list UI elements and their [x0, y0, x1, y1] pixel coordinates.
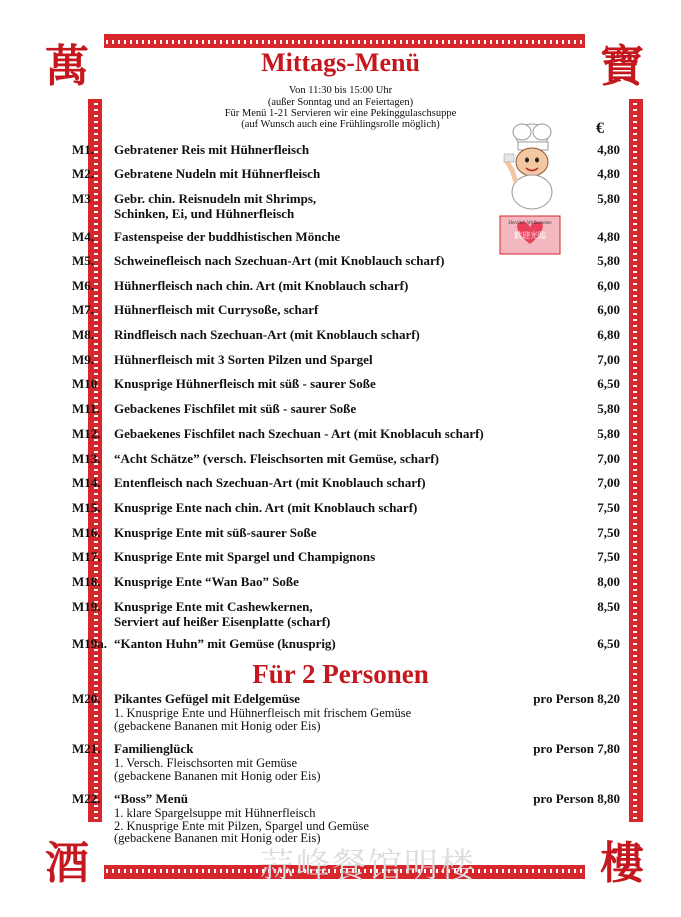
- corner-character-top-right: 寶: [585, 25, 659, 99]
- menu-item-price: 4,80: [597, 142, 620, 157]
- menu-item-price: 5,80: [597, 253, 620, 268]
- menu-item-code: M20.: [72, 691, 101, 706]
- menu-item-code: M13.: [72, 451, 101, 466]
- menu-item-code: M7.: [72, 302, 95, 317]
- menu-item-name: “Kanton Huhn” mit Gemüse (knusprig): [114, 636, 336, 651]
- menu-item-code: M2.: [72, 166, 95, 181]
- menu-item-code: M10: [72, 376, 98, 391]
- menu-item-code: M17.: [72, 549, 101, 564]
- menu-item-code: M19.: [72, 599, 101, 614]
- chef-illustration: [494, 120, 566, 256]
- menu-item-price: 8,50: [597, 599, 620, 614]
- subtitle-line: Von 11:30 bis 15:00 Uhr: [288, 85, 393, 96]
- menu-item-name: Knusprige Ente mit Cashewkernen, Serviert auf heißer Eisenplatte (scharf): [114, 599, 331, 629]
- menu-item-code: M22.: [72, 791, 101, 806]
- menu-item-code: M21.: [72, 741, 101, 756]
- menu-item-price: 7,00: [597, 352, 620, 367]
- menu-item-price: 6,50: [597, 376, 620, 391]
- corner-character-top-left: 萬: [30, 25, 104, 99]
- menu-item-price: 5,80: [597, 426, 620, 441]
- menu-item-name: Knusprige Ente “Wan Bao” Soße: [114, 574, 299, 589]
- section-two-persons-title: Für 2 Personen: [252, 659, 429, 689]
- menu-item-name: Gebratener Reis mit Hühnerfleisch: [114, 142, 310, 157]
- menu-item-name: Gebaekenes Fischfilet nach Szechuan - Art (mit Knoblacuh scharf): [114, 426, 484, 441]
- menu-item-name: Hühnerfleisch mit 3 Sorten Pilzen und Spargel: [114, 352, 373, 367]
- menu-item-price: 4,80: [597, 166, 620, 181]
- subtitle-line: Für Menü 1-21 Servieren wir eine Pekinggulaschsuppe: [224, 108, 457, 119]
- menu-item-name: Schweinefleisch nach Szechuan-Art (mit Knoblauch scharf): [114, 253, 445, 268]
- menu-item-price: 6,50: [597, 636, 620, 651]
- menu-item-name: Entenfleisch nach Szechuan-Art (mit Knoblauch scharf): [114, 475, 426, 490]
- menu-item-code: M5.: [72, 253, 95, 268]
- menu-item-name: Fastenspeise der buddhistischen Mönche: [114, 229, 341, 244]
- menu-item-name: Knusprige Ente nach chin. Art (mit Knoblauch scharf): [114, 500, 418, 515]
- menu-item-name: Gebratene Nudeln mit Hühnerfleisch: [114, 166, 321, 181]
- corner-character-bottom-left: 酒: [30, 822, 104, 896]
- menu-item-name: Hühnerfleisch nach chin. Art (mit Knoblauch scharf): [114, 278, 409, 293]
- menu-item-detail: 1. Knusprige Ente und Hühnerfleisch mit frischem Gemüse (gebackene Bananen mit Honig oder Eis): [114, 706, 412, 733]
- subtitle-line: (auf Wunsch auch eine Frühlingsrolle möglich): [241, 119, 440, 130]
- menu-item-price: 7,50: [597, 525, 620, 540]
- menu-item-code: M4.: [72, 229, 95, 244]
- menu-item-code: M3: [72, 191, 91, 206]
- chef-sign-text: Herzlich Willkommen: [508, 221, 552, 226]
- menu-item-detail: 1. Versch. Fleischsorten mit Gemüse (gebackene Bananen mit Honig oder Eis): [114, 756, 321, 783]
- menu-item-name: Hühnerfleisch mit Currysoße, scharf: [114, 302, 319, 317]
- menu-item-code: M16.: [72, 525, 101, 540]
- menu-item-code: M15.: [72, 500, 101, 515]
- menu-item-price: 7,50: [597, 549, 620, 564]
- menu-item-name: Knusprige Ente mit Spargel und Champignons: [114, 549, 376, 564]
- menu-item-price: pro Person 8,20: [533, 691, 620, 706]
- menu-item-price: 6,00: [597, 302, 620, 317]
- menu-item-price: 7,00: [597, 475, 620, 490]
- menu-item-name: Rindfleisch nach Szechuan-Art (mit Knoblauch scharf): [114, 327, 420, 342]
- menu-item-name: Familienglück: [114, 741, 194, 756]
- menu-item-code: M8.: [72, 327, 95, 342]
- menu-item-name: “Boss” Menü: [114, 791, 189, 806]
- menu-item-code: M18.: [72, 574, 101, 589]
- menu-item-detail: 1. klare Spargelsuppe mit Hühnerfleisch 2. Knusprige Ente mit Pilzen, Spargel und Gemüse (gebackene Bananen mit Honig oder Eis): [114, 806, 369, 845]
- watermark: 蒜峰餐馆明楼: [260, 846, 476, 886]
- menu-item-price: 8,00: [597, 574, 620, 589]
- menu-item-price: 5,80: [597, 401, 620, 416]
- menu-item-code: M1.: [72, 142, 95, 157]
- menu-item-code: M11.: [72, 401, 100, 416]
- corner-character-bottom-right: 樓: [585, 822, 659, 896]
- menu-item-name: Pikantes Gefügel mit Edelgemüse: [114, 691, 300, 706]
- menu-item-code: M14.: [72, 475, 101, 490]
- menu-item-name: Knusprige Ente mit süß-saurer Soße: [114, 525, 317, 540]
- chef-sign-chinese: 歡迎光臨: [514, 231, 546, 240]
- menu-item-price: 5,80: [597, 191, 620, 206]
- subtitle-line: (außer Sonntag und an Feiertagen): [267, 97, 414, 108]
- menu-title: Mittags-Menü: [261, 48, 420, 77]
- menu-item-price: 6,80: [597, 327, 620, 342]
- menu-item-name: Gebackenes Fischfilet mit süß - saurer Soße: [114, 401, 357, 416]
- menu-item-name: Knusprige Hühnerfleisch mit süß - saurer Soße: [114, 376, 376, 391]
- menu-item-price: 6,00: [597, 278, 620, 293]
- menu-item-code: M12.: [72, 426, 101, 441]
- menu-item-name: Gebr. chin. Reisnudeln mit Shrimps, Schinken, Ei, und Hühnerfleisch: [114, 191, 317, 221]
- menu-item-price: 4,80: [597, 229, 620, 244]
- menu-item-code: M6.: [72, 278, 95, 293]
- menu-item-price: pro Person 8,80: [533, 791, 620, 806]
- menu-item-price: 7,00: [597, 451, 620, 466]
- menu-item-code: M19a.: [72, 636, 108, 651]
- menu-item-name: “Acht Schätze” (versch. Fleischsorten mit Gemüse, scharf): [114, 451, 439, 466]
- menu-item-price: 7,50: [597, 500, 620, 515]
- menu-item-price: pro Person 7,80: [533, 741, 620, 756]
- menu-item-code: M9.: [72, 352, 95, 367]
- currency-label: €: [596, 120, 604, 137]
